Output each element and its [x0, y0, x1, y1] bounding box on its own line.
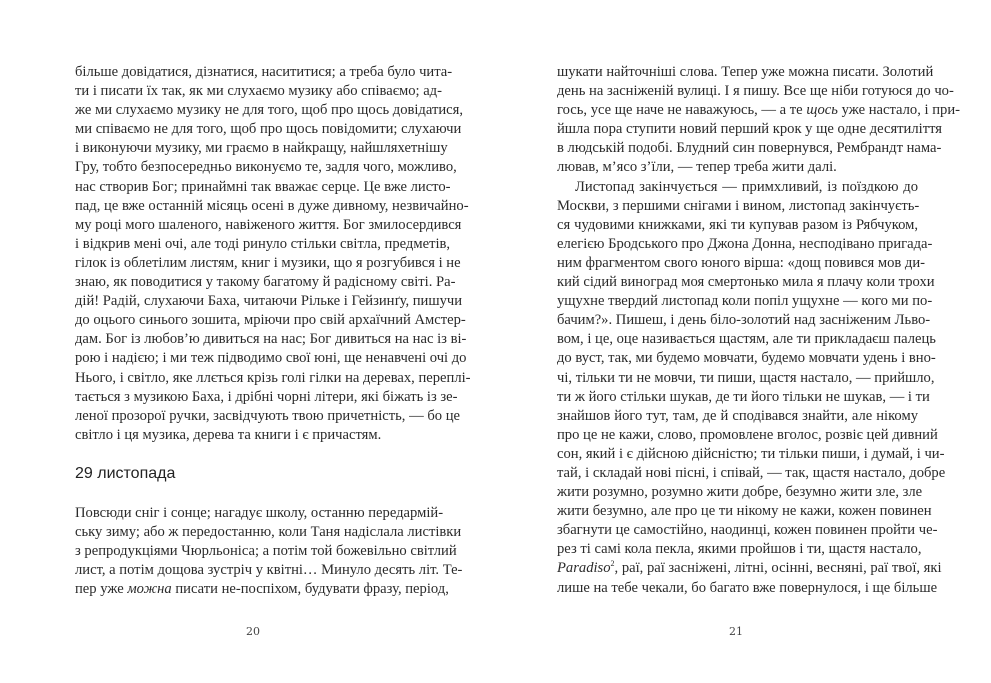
footnote-marker: 2 — [610, 559, 615, 569]
text-line: до оцього синього зошита, мріючи про свій архаїчний Амстер- — [75, 312, 466, 329]
text-line: ся чудовими книжками, які ти купував разом із Рябчуком, — [557, 216, 918, 233]
text-line: до вуст, так, ми будемо мовчати, будемо мовчати удень і вно- — [557, 350, 936, 367]
text-line: чі, тільки ти не мовчи, ти пиши, щастя настало, — прийшло, — [557, 369, 935, 386]
page-number: 20 — [246, 625, 260, 638]
text-line: Листопад закінчується — примхливий, із поїздкою до — [575, 178, 918, 195]
text-line: Нього, і світло, яке ллється крізь голі гілки на деревах, переплі- — [75, 369, 471, 386]
left-page — [75, 63, 471, 599]
text-line: ти і писати їх так, як ми слухаємо музику або співаємо; ад- — [75, 83, 442, 100]
text-line — [557, 559, 942, 578]
text-line: в людській подобі. Блудний син повернувся, Рембрандт нама- — [557, 140, 942, 157]
text-line: же ми слухаємо музику не для того, щоб про щось довідатися, — [75, 102, 463, 119]
text-line: бачим?». Пишеш, і день біло-золотий над засніженим Льво- — [557, 312, 931, 329]
text-line: му році мого шаленого, навіженого життя. Бог змилосердився — [75, 216, 462, 233]
text-line: жити розумно, розумно жити добре, безумно жити зле, зле — [557, 484, 923, 501]
text-line: ущухне твердий листопад коли попіл ущухне — кого ми по- — [557, 293, 933, 310]
text-segment: пер уже — [75, 581, 128, 598]
text-line: день на засніженій вулиці. І я пишу. Все ще ніби готуюся до чо- — [557, 83, 954, 100]
text-line: з репродукціями Чюрльоніса; а потім той божевільно світлий — [75, 543, 457, 560]
text-line: ми співаємо не для того, щоб про щось повідомити; слухаючи — [75, 121, 462, 138]
text-line: знаю, як поводитися у такому багатому й радісному світі. Ра- — [75, 274, 456, 291]
text-segment: уже настало, і при- — [837, 102, 960, 119]
text-line — [557, 101, 960, 120]
text-line: і відкрив мені очі, але тоді ринуло стільки світла, предметів, — [75, 235, 451, 252]
text-line: ську зиму; або ж передостанню, коли Таня надіслала листівки — [75, 523, 462, 540]
text-line: дам. Бог із любов’ю дивиться на нас; Бог дивиться на нас із ві- — [75, 331, 467, 348]
text-line: тається з музикою Баха, і дрібні чорні літери, які біжать із зе- — [75, 388, 458, 405]
text-line: Повсюди сніг і сонце; нагадує школу, останню передармій- — [75, 504, 444, 521]
text-line: світло і ця музика, дерева та книги і є причастям. — [75, 426, 382, 443]
text-line — [75, 580, 449, 599]
text-line: вом, і це, оце називається щастям, але ти прикладаєш палець — [557, 331, 936, 348]
text-line: знайшов його тут, там, де й сподівався знайти, але нікому — [557, 407, 918, 424]
section-heading: 29 листопада — [75, 464, 176, 482]
paragraph — [557, 63, 960, 178]
text-line: пад, це вже останній місяць осені в дуже дивному, незвичайно- — [75, 197, 469, 214]
text-line: шукати найточніші слова. Тепер уже можна писати. Золотий — [557, 64, 934, 80]
text-line: Гру, тобто безпосередньо виконуємо те, задля чого, можливо, — [75, 159, 457, 176]
text-line: лював, м’ясо з’їли, — тепер треба жити далі. — [557, 159, 837, 176]
text-line: рою і надією; і ми теж підводимо свої юні, ще ненавчені очі до — [75, 350, 467, 367]
text-line: лише на тебе чекали, бо багато вже повернулося, і ще більше — [557, 579, 938, 596]
text-line: жити безумно, але про це ти нікому не кажи, кожен повинен — [557, 503, 932, 520]
text-segment: гось, усе ще наче не наважуюсь, — а те — [557, 102, 807, 119]
paragraph — [75, 63, 471, 445]
text-line: дій! Радій, слухаючи Баха, читаючи Рільке і Гейзинґу, пишучи — [75, 293, 463, 310]
text-line: йшла пора ступити новий перший крок у ще одне десятиліття — [557, 121, 942, 138]
paragraph — [557, 178, 946, 598]
italic-text: можна — [127, 581, 172, 598]
text-line: більше довідатися, дізнатися, насититися; а треба було чита- — [75, 64, 453, 80]
text-line: елегією Бродського про Джона Донна, несподівано пригада- — [557, 235, 933, 252]
text-line: ним фрагментом свого юного вірша: «дощ повився мов ди- — [557, 254, 926, 271]
text-line: леної прозорої ручки, засвідчують твою причетність, — бо це — [75, 407, 461, 424]
text-line: Москви, з першими снігами і вином, листопад закінчуєть- — [557, 197, 920, 214]
text-segment: писати не-поспіхом, будувати фразу, період, — [171, 581, 449, 598]
text-line: лист, а потім дощова зустріч у квітні… Минуло десять літ. Те- — [75, 562, 463, 579]
text-line: гілок із облетілим листям, книг і музики, що я розгубився і не — [75, 254, 461, 271]
italic-text: Paradiso — [557, 560, 611, 577]
text-segment: , раї, раї засніжені, літні, осінні, весняні, раї твої, які — [614, 560, 942, 577]
text-line: тай, і складай нові пісні, і співай, — так, щастя настало, добре — [557, 464, 946, 481]
page-number: 21 — [729, 625, 743, 638]
paragraph — [75, 504, 463, 599]
text-line: ти ж його стільки шукав, де ти його тільки не шукав, — і ти — [557, 388, 930, 405]
text-line: кий сідий виноград моя смертонько мила я плачу коли трохи — [557, 274, 935, 291]
text-line: нас створив Бог; принаймні так вважає серце. Це вже листо- — [75, 178, 451, 195]
text-line: сон, який і є дійсною дійсністю; ти тільки пиши, і думай, і чи- — [557, 445, 945, 462]
text-line: збагнути це самостійно, наодинці, кожен повинен пройти че- — [557, 522, 938, 539]
italic-text: щось — [806, 102, 838, 119]
text-line: рез ті самі кола пекла, якими пройшов і ти, щастя настало, — [557, 541, 922, 558]
text-line: про це не кажи, слово, промовлене вголос, розвіє цей дивний — [557, 426, 938, 443]
text-line: і виконуючи музику, ми граємо в найкращу, найшляхетнішу — [75, 140, 448, 157]
right-page — [557, 63, 960, 598]
